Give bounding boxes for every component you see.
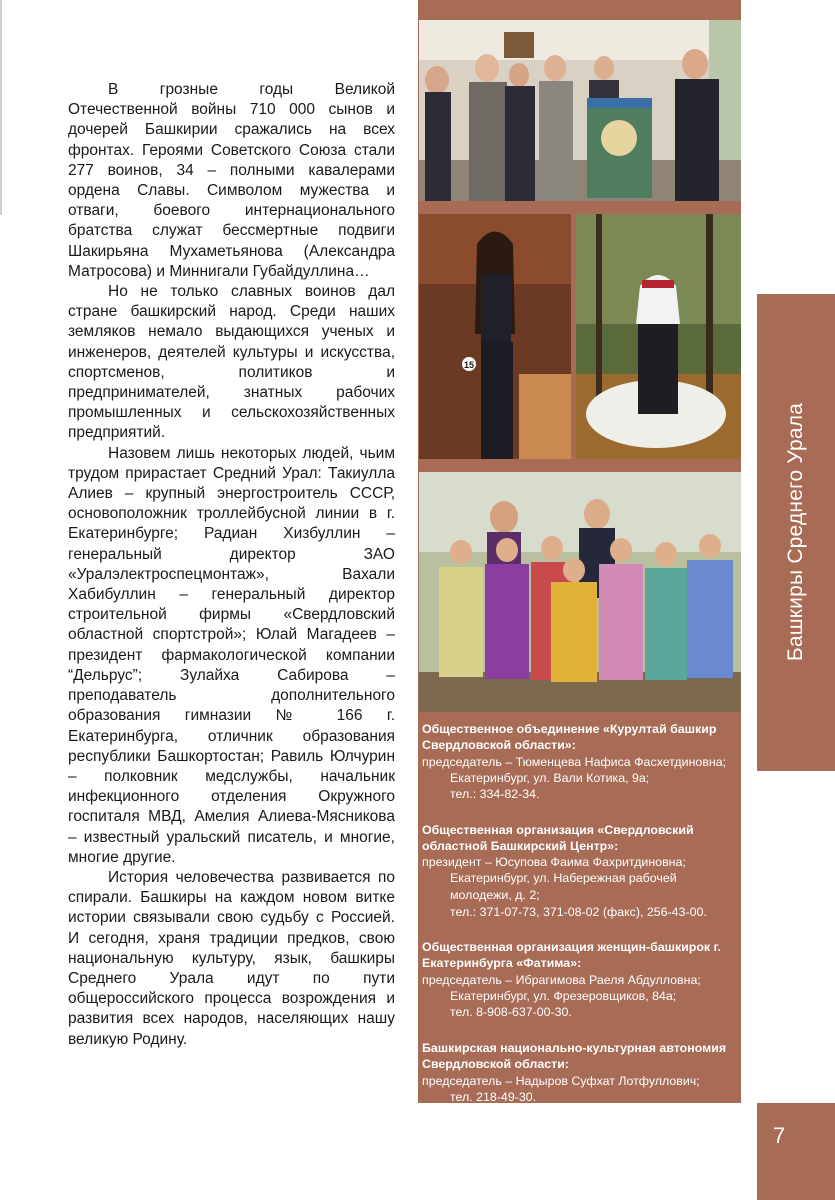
- paragraph-4: История человечества развивается по спирали. Башкиры на каждом новом витке истории связывали свою судьбу с Россией. И сегодня, храня традиции предков, свою национальную культуру, язык, башкиры Среднего Урала идут по пути общероссийского процесса возрождения и развития всех народов, населяющих нашу великую Родину.: [68, 868, 395, 1048]
- photo-woman-traditional-dress: [576, 214, 741, 459]
- section-side-tab: [757, 294, 835, 771]
- organization-fatima: [422, 940, 736, 1021]
- section-title-vertical: Башкиры Среднего Урала: [784, 402, 807, 662]
- organization-title: Общественная организация «Свердловский областной Башкирский Центр»:: [422, 822, 694, 853]
- organizations-list: [418, 722, 741, 1125]
- page-number: 7: [773, 1123, 786, 1148]
- paragraph-3: Назовем лишь некоторых людей, чьим трудом прирастает Средний Урал: Такиулла Алиев – крупный энергостроитель СССР, основоположник троллейбусной линии в г. Екатеринбурге; Радиан Хизбуллин – генеральный директор ЗАО «Уралэлектроспецмонтаж», Вахали Хабибуллин – генеральный директор строительной фирмы «Свердловский областной спортстрой»; Юлай Магадеев – президент фармакологической компании “Дельрус”; Зулайха Сабирова – преподаватель дополнительного образования гимназии № 166 г. Екатеринбурга, отличник образования республики Башкортостан; Равиль Юлчурин – полковник медслужбы, начальник инфекционного отделения Окружного госпиталя МВД, Амелия Алиева-Мясникова – известный уральский писатель, и многие, многие другие.: [68, 444, 395, 866]
- paragraph-1: В грозные годы Великой Отечественной войны 710 000 сынов и дочерей Башкирии сражались на всех фронтах. Героями Советского Союза стали 277 воинов, 34 – полными кавалерами ордена Славы. Символом мужества и отваги, боевого интернационального братства служат бессмертные подвиги Шакирьяна Мухаметьянова (Александра Матросова) и Миннигали Губайдуллина…: [68, 81, 395, 280]
- organization-bashkir-center: [422, 823, 736, 920]
- paragraph-2: Но не только славных воинов дал стране башкирский народ. Среди наших земляков немало выдающихся ученых и инженеров, деятелей культуры и искусства, спортсменов, политиков и предпринимателей, знатных рабочих промышленных и сельскохозяйственных предприятий.: [68, 283, 395, 442]
- photo-model-runway: [419, 214, 571, 459]
- organization-phone: тел.: 334-82-34.: [450, 787, 540, 802]
- organization-title: Башкирская национально-культурная автономия Свердловской области:: [422, 1040, 727, 1071]
- organization-address: Екатеринбург, ул. Набережная рабочей молодежи, д. 2;: [450, 871, 677, 902]
- photo-children-folk-costumes: [419, 472, 741, 712]
- organization-phone: тел.: 371-07-73, 371-08-02 (факс), 256-43-00.: [450, 904, 707, 919]
- page-number-box: [757, 1103, 835, 1200]
- organization-kurultai: [422, 722, 736, 803]
- contestant-number-badge: 15: [463, 360, 475, 370]
- organization-phone: тел. 218-49-30.: [450, 1089, 537, 1104]
- organization-head: председатель – Ибрагимова Раеля Абдулловна;: [422, 972, 701, 987]
- organization-title: Общественное объединение «Курултай башкир Свердловской области»:: [422, 722, 717, 752]
- organization-head: президент – Юсупова Фаима Фахритдиновна;: [422, 855, 686, 870]
- organization-title: Общественная организация женщин-башкирок г. Екатеринбурга «Фатима»:: [422, 940, 721, 970]
- sidebar-column: [418, 0, 741, 1103]
- organization-phone: тел. 8-908-637-00-30.: [450, 1005, 572, 1020]
- organization-head: председатель – Тюменцева Нафиса Фасхетдиновна;: [422, 754, 727, 769]
- organization-autonomy: [422, 1041, 736, 1105]
- organization-address: Екатеринбург, ул. Вали Котика, 9а;: [450, 770, 650, 785]
- organization-head: председатель – Надыров Суфхат Лотфуллович;: [422, 1073, 700, 1088]
- organization-address: Екатеринбург, ул. Фрезеровщиков, 84а;: [450, 988, 677, 1003]
- photo-ceremony-banner: [419, 20, 741, 201]
- article-body: [68, 80, 395, 1050]
- left-margin-rule: [0, 0, 2, 215]
